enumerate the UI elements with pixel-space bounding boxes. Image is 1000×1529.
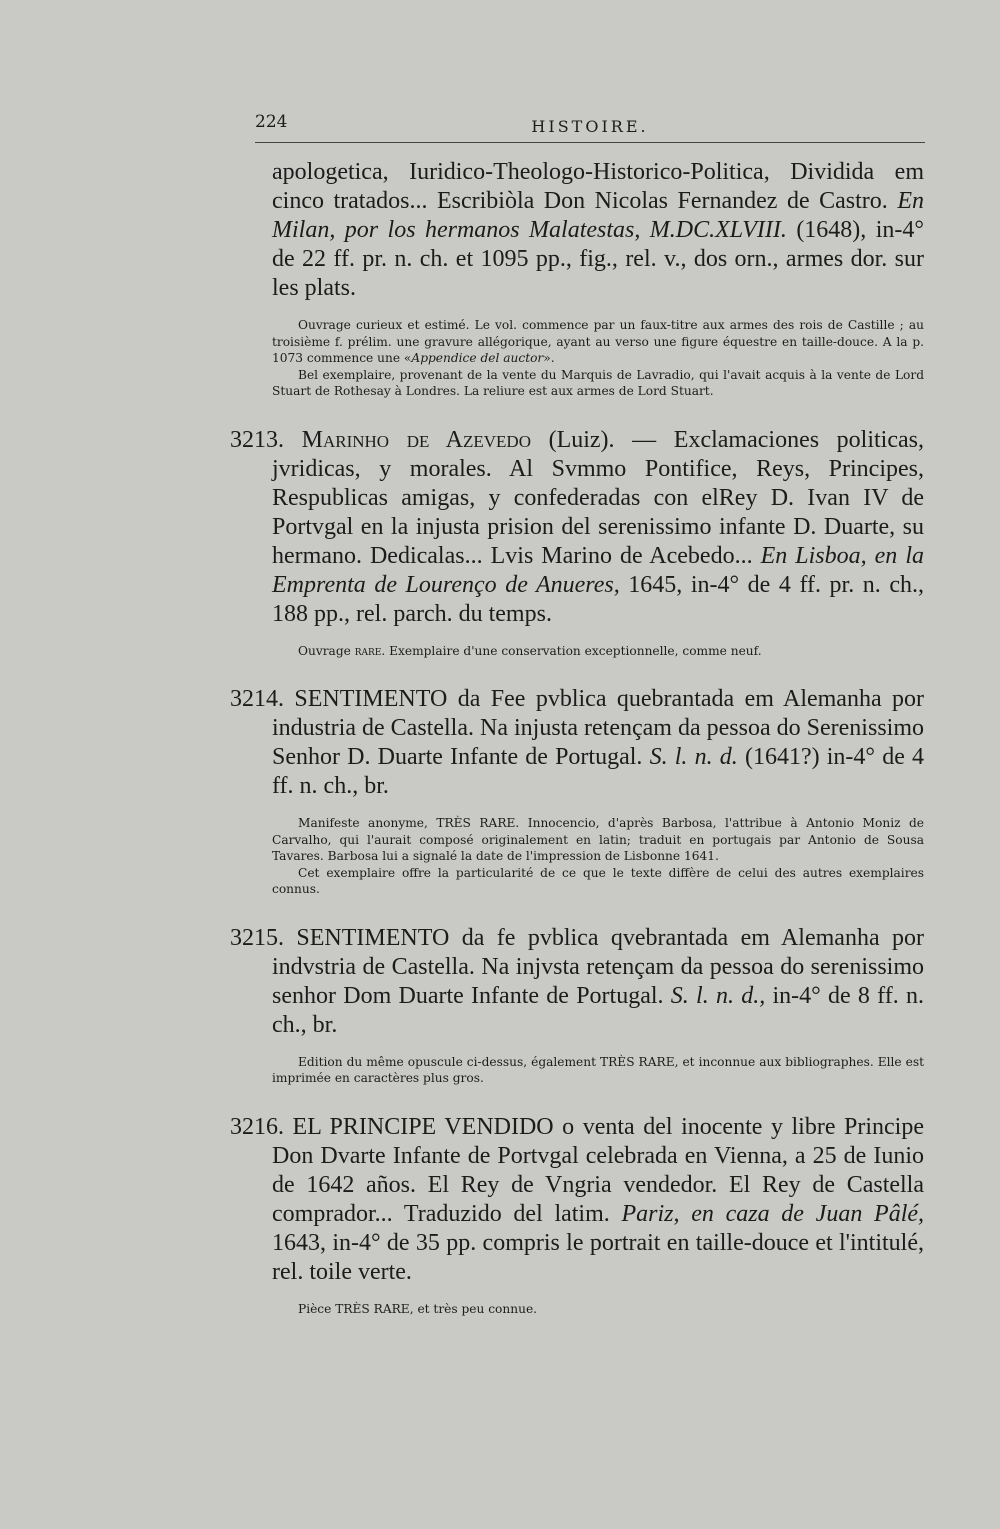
entry-text-part: (Luiz). — Exclamaciones politicas, jvridicas, y morales. Al Svmmo Pontifice, Reys, Principes, Respublicas amigas, y confederadas con elRey D. Ivan IV de Portvgal en la injusta prision del serenissimo infante D. Duarte, su hermano. Dedicalas... Lvis Marino de Acebedo...	[272, 426, 924, 569]
entry-title: SENTIMENTO	[296, 924, 450, 951]
entry-text-part: 1645, in-4° de 4 ff. pr. n. ch., 188 pp., rel. parch. du temps.	[272, 571, 924, 627]
entry-text-part: apologetica, Iuridico-Theologo-Historico-Politica, Dividida em cinco tratados... Escribiòla Don Nicolas Fernandez de Castro.	[272, 159, 924, 214]
entry-number: 3215.	[230, 924, 284, 951]
entry-number: 3216.	[230, 1113, 284, 1140]
continued-entry	[272, 158, 924, 400]
running-title: HISTOIRE.	[531, 117, 649, 136]
entry-note: Pièce TRÈS RARE, et très peu connue.	[298, 1301, 538, 1316]
entry-note: Bel exemplaire, provenant de la vente du Marquis de Lavradio, qui l'avait acquis à la vente de Lord Stuart de Rothesay à Londres. La reliure est aux armes de Lord Stuart.	[272, 367, 924, 398]
entry-note: Cet exemplaire offre la particularité de ce que le texte diffère de celui des autres exemplaires connus.	[272, 865, 924, 896]
entry-author: Marinho de Azevedo	[301, 426, 531, 453]
catalog-entry-3213	[230, 426, 924, 660]
imprint-place: En Lisboa, en la Emprenta de Lourenço de Anueres,	[272, 542, 924, 598]
page-number: 224	[255, 112, 288, 132]
note-text: Ouvrage curieux et estimé. Le vol. commence par un faux-titre aux armes des rois de Castille ; au troisième f. prélim. une gravure allégorique, ayant au verso une figure équestre en taille-douce. A la p. 1073 commence une «	[272, 318, 924, 365]
entry-text-part: o venta del inocente y libre Principe Don Dvarte Infante de Portvgal celebrada en Vienna, a 25 de Iunio de 1642 años. El Rey de Vngria vendedor. El Rey de Castella comprador... Traduzido del latim.	[272, 1113, 925, 1227]
entry-number: 3213.	[230, 426, 284, 453]
imprint-place: En Milan, por los hermanos Malatestas, M.DC.XLVIII.	[272, 188, 924, 243]
note-text: . Exemplaire d'une conservation exceptionnelle, comme neuf.	[381, 643, 762, 658]
catalog-entry-3214	[230, 685, 925, 898]
entry-text	[230, 426, 924, 629]
page-header	[255, 112, 925, 142]
entry-note: Manifeste anonyme, TRÈS RARE. Innocencio, d'après Barbosa, l'attribue à Antonio Moniz de Carvalho, qui l'aurait composé originalement en latin; traduit en portugais par Antonio de Sousa Tavares. Barbosa lui a signalé la date de l'impression de Lisbonne 1641.	[272, 816, 924, 863]
page-body	[230, 158, 925, 1317]
imprint-place: S. l. n. d.	[649, 744, 738, 770]
entry-text	[230, 1113, 925, 1287]
note-smallcaps: rare	[354, 643, 382, 658]
entry-title: EL PRINCIPE VENDIDO	[292, 1113, 554, 1140]
entry-text-part: da Fee pvblica quebrantada em Alemanha por industria de Castella. Na injusta retençam da pessoa do Serenissimo Senhor D. Duarte Infante de Portugal.	[272, 686, 925, 770]
note-italic: Appendice del auctor	[411, 351, 544, 365]
imprint-place: Pariz, en caza de Juan Pâlé,	[621, 1200, 925, 1227]
entry-text-part: da fe pvblica qvebrantada em Alemanha por indvstria de Castella. Na injvsta retençam da pessoa do serenissimo senhor Dom Duarte Infante de Portugal.	[272, 924, 925, 1009]
imprint-place: S. l. n. d.,	[670, 982, 766, 1009]
entry-text	[230, 685, 925, 801]
entry-text-part: (1641?) in-4° de 4 ff. n. ch., br.	[272, 744, 925, 799]
entry-title: SENTIMENTO	[294, 686, 448, 712]
entry-note	[272, 643, 924, 660]
catalog-entry-3216	[230, 1113, 925, 1318]
header-rule	[255, 142, 925, 143]
entry-text-part: (1648), in-4° de 22 ff. pr. n. ch. et 1095 pp., fig., rel. v., dos orn., armes dor. sur les plats.	[272, 217, 924, 301]
entry-note: Edition du même opuscule ci-dessus, également TRÈS RARE, et inconnue aux bibliographes. Elle est imprimée en caractères plus gros.	[272, 1054, 924, 1085]
entry-text	[272, 158, 924, 303]
catalog-entry-3215	[230, 924, 925, 1087]
note-text: ».	[543, 351, 555, 365]
entry-text-part: 1643, in-4° de 35 pp. compris le portrait en taille-douce et l'intitulé, rel. toile verte.	[272, 1229, 924, 1285]
entry-text-part: in-4° de 8 ff. n. ch., br.	[272, 982, 924, 1038]
entry-text	[230, 924, 925, 1040]
entry-note	[272, 317, 924, 367]
note-text: Ouvrage	[298, 643, 355, 658]
entry-number: 3214.	[230, 686, 284, 712]
